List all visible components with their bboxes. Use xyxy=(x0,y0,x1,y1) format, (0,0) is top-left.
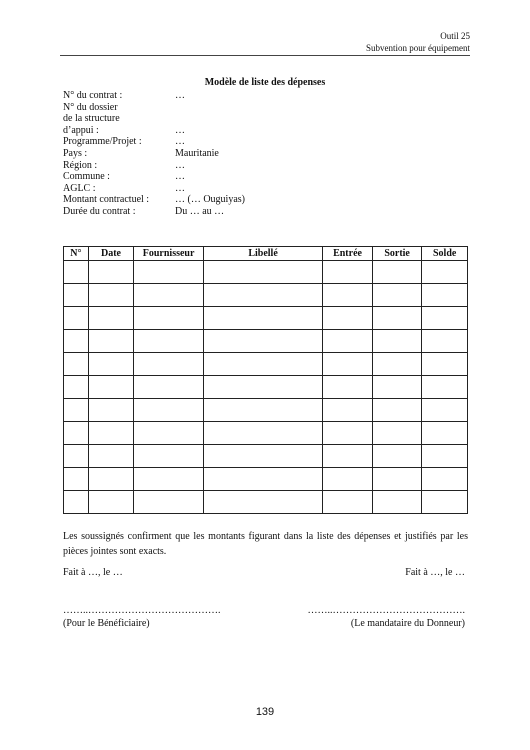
table-cell xyxy=(323,284,373,307)
header-rule xyxy=(60,55,470,56)
running-header xyxy=(366,30,470,54)
table-cell xyxy=(323,399,373,422)
table-cell xyxy=(64,284,89,307)
table-row xyxy=(64,284,468,307)
info-label: N° du contrat : xyxy=(63,90,123,101)
table-cell xyxy=(422,422,468,445)
table-cell xyxy=(372,445,422,468)
table-cell xyxy=(372,376,422,399)
info-value: … xyxy=(175,90,185,101)
table-cell xyxy=(203,399,322,422)
info-value: … xyxy=(175,159,185,171)
info-value: … xyxy=(175,124,185,136)
table-cell xyxy=(323,353,373,376)
table-cell xyxy=(88,284,134,307)
table-row xyxy=(64,307,468,330)
table-cell xyxy=(134,284,204,307)
table-cell xyxy=(88,261,134,284)
info-value: Du … au … xyxy=(175,205,225,217)
table-cell xyxy=(372,491,422,514)
expense-table xyxy=(63,246,468,514)
table-cell xyxy=(372,261,422,284)
table-cell xyxy=(64,261,89,284)
table-row xyxy=(64,445,468,468)
place-date-right: Fait à …, le … xyxy=(405,567,465,578)
table-cell xyxy=(88,491,134,514)
table-cell xyxy=(422,330,468,353)
table-cell xyxy=(323,261,373,284)
table-cell xyxy=(422,468,468,491)
info-label: N° du dossier de la structure d’appui : xyxy=(63,101,120,136)
table-cell xyxy=(323,422,373,445)
table-cell xyxy=(372,399,422,422)
table-row xyxy=(64,353,468,376)
info-row xyxy=(63,183,245,195)
info-value: Mauritanie xyxy=(175,147,219,159)
table-cell xyxy=(323,330,373,353)
info-value: … xyxy=(175,182,185,194)
info-value: … (… Ouguiyas) xyxy=(175,194,245,206)
table-cell xyxy=(64,491,89,514)
info-label: Durée du contrat : xyxy=(63,205,136,217)
info-row xyxy=(63,171,245,183)
table-cell xyxy=(88,445,134,468)
table-cell xyxy=(134,353,204,376)
info-label: Pays : xyxy=(63,147,88,159)
table-cell xyxy=(64,307,89,330)
info-row xyxy=(63,136,245,148)
table-cell xyxy=(422,353,468,376)
table-cell xyxy=(64,330,89,353)
table-row xyxy=(64,491,468,514)
table-cell xyxy=(88,307,134,330)
table-cell xyxy=(323,445,373,468)
table-row xyxy=(64,399,468,422)
table-cell xyxy=(323,468,373,491)
table-cell xyxy=(64,445,89,468)
info-label: Programme/Projet : xyxy=(63,136,142,148)
table-cell xyxy=(134,399,204,422)
table-cell xyxy=(88,330,134,353)
table-cell xyxy=(203,468,322,491)
column-header: Fournisseur xyxy=(134,247,204,261)
table-row xyxy=(64,468,468,491)
column-header: Libellé xyxy=(203,247,322,261)
table-cell xyxy=(422,307,468,330)
table-cell xyxy=(64,353,89,376)
table-cell xyxy=(203,445,322,468)
table-cell xyxy=(372,353,422,376)
signatory-donor-agent: (Le mandataire du Donneur) xyxy=(350,618,465,629)
table-header-row xyxy=(64,247,468,261)
info-value: … xyxy=(175,171,185,183)
info-row xyxy=(63,160,245,172)
header-subtitle: Subvention pour équipement xyxy=(366,43,470,53)
info-label: AGLC : xyxy=(63,182,96,194)
table-cell xyxy=(134,376,204,399)
table-row xyxy=(64,330,468,353)
table-cell xyxy=(422,399,468,422)
table-cell xyxy=(422,376,468,399)
signatory-beneficiary: (Pour le Bénéficiaire) xyxy=(63,618,150,629)
table-cell xyxy=(88,399,134,422)
table-cell xyxy=(203,353,322,376)
header-tool-number: Outil 25 xyxy=(440,31,470,41)
table-cell xyxy=(323,376,373,399)
table-cell xyxy=(134,261,204,284)
info-label: Montant contractuel : xyxy=(63,194,150,206)
info-row xyxy=(63,148,245,160)
table-cell xyxy=(323,491,373,514)
info-row xyxy=(63,194,245,206)
info-label: Commune : xyxy=(63,171,110,183)
table-cell xyxy=(372,307,422,330)
table-body xyxy=(64,261,468,514)
document-title: Modèle de liste des dépenses xyxy=(204,77,326,88)
table-cell xyxy=(323,307,373,330)
table-cell xyxy=(64,399,89,422)
table-cell xyxy=(203,422,322,445)
table-cell xyxy=(203,284,322,307)
table-cell xyxy=(422,445,468,468)
table-cell xyxy=(203,491,322,514)
signature-line-left: ……..…………………………………. xyxy=(63,605,221,616)
table-cell xyxy=(422,284,468,307)
table-cell xyxy=(88,422,134,445)
column-header: Solde xyxy=(422,247,468,261)
table-cell xyxy=(134,445,204,468)
info-label: Région : xyxy=(63,159,98,171)
info-row xyxy=(63,206,245,218)
table-cell xyxy=(203,261,322,284)
table-row xyxy=(64,261,468,284)
column-header: N° xyxy=(64,247,89,261)
table-cell xyxy=(372,284,422,307)
info-row xyxy=(63,90,245,102)
table-cell xyxy=(203,376,322,399)
table-cell xyxy=(372,468,422,491)
table-cell xyxy=(88,468,134,491)
place-date-left: Fait à …, le … xyxy=(63,567,123,578)
info-value: … xyxy=(175,136,185,148)
table-row xyxy=(64,422,468,445)
table-cell xyxy=(64,376,89,399)
info-row xyxy=(63,102,245,137)
column-header: Sortie xyxy=(372,247,422,261)
table-row xyxy=(64,376,468,399)
column-header: Date xyxy=(88,247,134,261)
table-cell xyxy=(134,491,204,514)
contract-info-block xyxy=(63,90,245,218)
signature-line-right: ……..…………………………………. xyxy=(307,605,465,616)
table-cell xyxy=(134,468,204,491)
page-number: 139 xyxy=(255,706,275,718)
table-cell xyxy=(134,330,204,353)
table-cell xyxy=(64,422,89,445)
table-cell xyxy=(134,307,204,330)
table-cell xyxy=(88,376,134,399)
table-cell xyxy=(372,330,422,353)
confirmation-statement: Les soussignés confirment que les montants figurant dans la liste des dépenses et justifiés par les pièces jointes sont exacts. xyxy=(63,531,468,557)
table-cell xyxy=(203,330,322,353)
table-cell xyxy=(422,261,468,284)
table-cell xyxy=(64,468,89,491)
table-cell xyxy=(134,422,204,445)
column-header: Entrée xyxy=(323,247,373,261)
table-cell xyxy=(203,307,322,330)
table-cell xyxy=(88,353,134,376)
table-cell xyxy=(372,422,422,445)
table-cell xyxy=(422,491,468,514)
